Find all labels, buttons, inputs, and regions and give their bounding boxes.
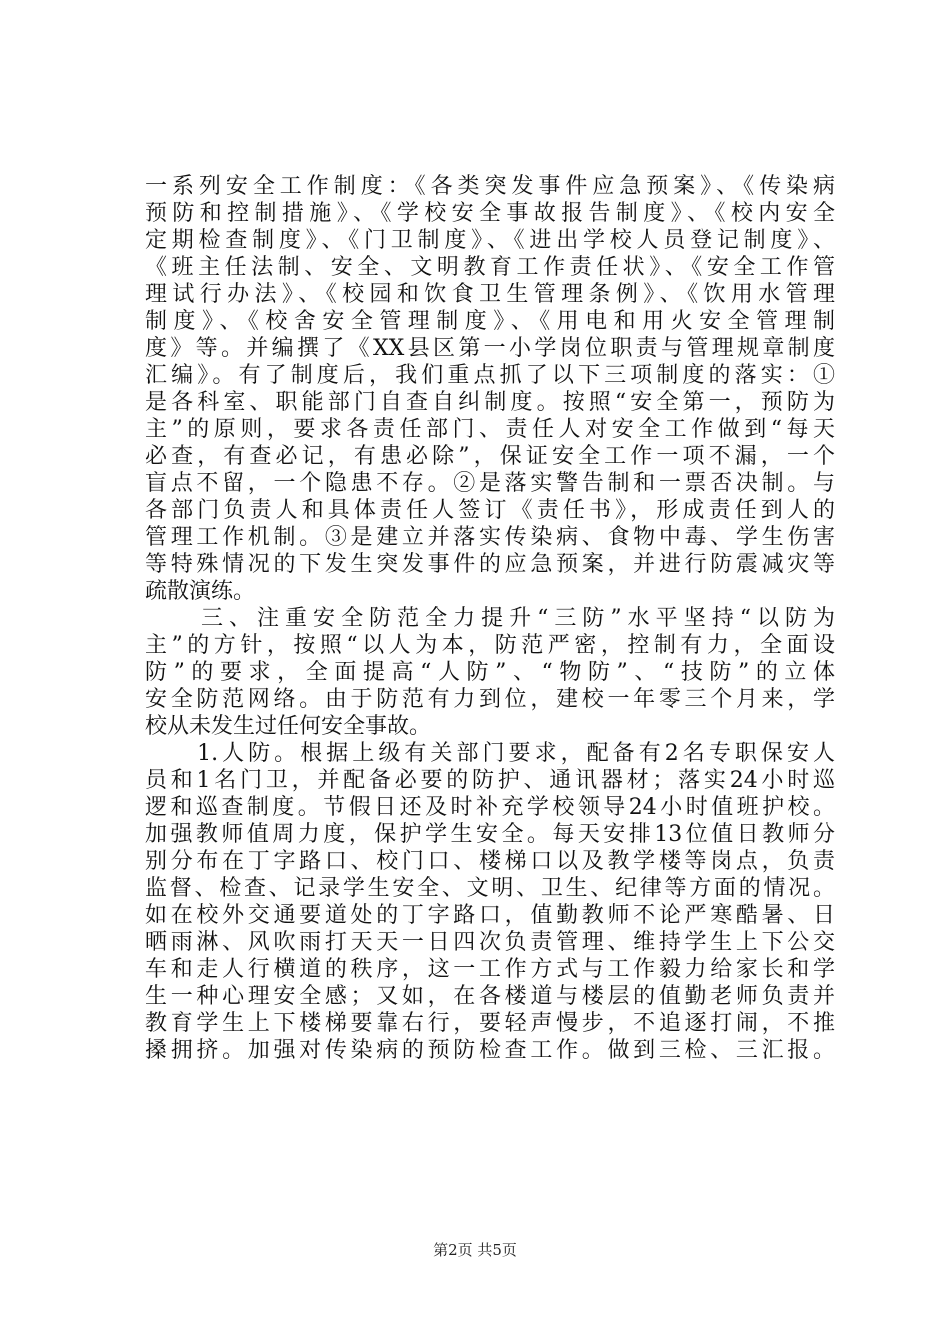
text-line: 如在校外交通要道处的丁字路口，值勤教师不论严寒酷暑、日	[145, 903, 835, 928]
text-line: 是各科室、职能部门自查自纠制度。按照“安全第一，预防为	[145, 390, 835, 415]
page-footer: 第2页 共5页	[433, 1241, 517, 1259]
text-line: 逻和巡查制度。节假日还及时补充学校领导24小时值班护校。	[145, 795, 835, 820]
text-line: 主”的方针，按照“以人为本，防范严密，控制有力，全面设	[145, 633, 835, 658]
text-line: 别分布在丁字路口、校门口、楼梯口以及教学楼等岗点，负责	[145, 849, 835, 874]
text-line: 各部门负责人和具体责任人签订《责任书》，形成责任到人的	[145, 498, 835, 523]
text-line: 生一种心理安全感；又如，在各楼道与楼层的值勤老师负责并	[145, 984, 835, 1009]
text-line: 疏散演练。	[145, 579, 256, 604]
text-line: 员和1名门卫，并配备必要的防护、通讯器材；落实24小时巡	[145, 768, 835, 793]
text-line: 三、注重安全防范全力提升“三防”水平坚持“以防为	[145, 606, 835, 631]
text-line: 等特殊情况的下发生突发事件的应急预案，并进行防震减灾等	[145, 552, 835, 577]
text-line: 理试行办法》、《校园和饮食卫生管理条例》、《饮用水管理	[145, 282, 835, 307]
text-line: 度》等。并编撰了《XX县区第一小学岗位职责与管理规章制度	[145, 336, 835, 361]
text-line: 制度》、《校舍安全管理制度》、《用电和用火安全管理制	[145, 309, 835, 334]
text-line: 定期检查制度》、《门卫制度》、《进出学校人员登记制度》、	[145, 228, 835, 253]
text-line: 监督、检查、记录学生安全、文明、卫生、纪律等方面的情况。	[145, 876, 835, 901]
text-line: 校从未发生过任何安全事故。	[145, 714, 432, 739]
text-line: 教育学生上下楼梯要靠右行，要轻声慢步，不追逐打闹，不推	[145, 1011, 835, 1036]
text-line: 《班主任法制、安全、文明教育工作责任状》、《安全工作管	[145, 255, 835, 280]
text-line: 加强教师值周力度，保护学生安全。每天安排13位值日教师分	[145, 822, 835, 847]
text-line: 安全防范网络。由于防范有力到位，建校一年零三个月来，学	[145, 687, 835, 712]
body-text	[145, 173, 835, 1064]
text-line: 搡拥挤。加强对传染病的预防检查工作。做到三检、三汇报。	[145, 1038, 835, 1063]
text-line: 汇编》。有了制度后，我们重点抓了以下三项制度的落实：①	[145, 363, 835, 388]
text-line: 主”的原则，要求各责任部门、责任人对安全工作做到“每天	[145, 417, 835, 442]
text-line: 晒雨淋、风吹雨打天天一日四次负责管理、维持学生上下公交	[145, 930, 835, 955]
text-line: 必查，有查必记，有患必除”，保证安全工作一项不漏，一个	[145, 444, 835, 469]
text-line: 1.人防。根据上级有关部门要求，配备有2名专职保安人	[145, 741, 835, 766]
text-line: 预防和控制措施》、《学校安全事故报告制度》、《校内安全	[145, 201, 835, 226]
text-line: 管理工作机制。③是建立并落实传染病、食物中毒、学生伤害	[145, 525, 835, 550]
text-line: 一系列安全工作制度：《各类突发事件应急预案》、《传染病	[145, 174, 835, 199]
text-line: 防”的要求，全面提高“人防”、“物防”、“技防”的立体	[145, 660, 835, 685]
text-line: 车和走人行横道的秩序，这一工作方式与工作毅力给家长和学	[145, 957, 835, 982]
text-line: 盲点不留，一个隐患不存。②是落实警告制和一票否决制。与	[145, 471, 835, 496]
